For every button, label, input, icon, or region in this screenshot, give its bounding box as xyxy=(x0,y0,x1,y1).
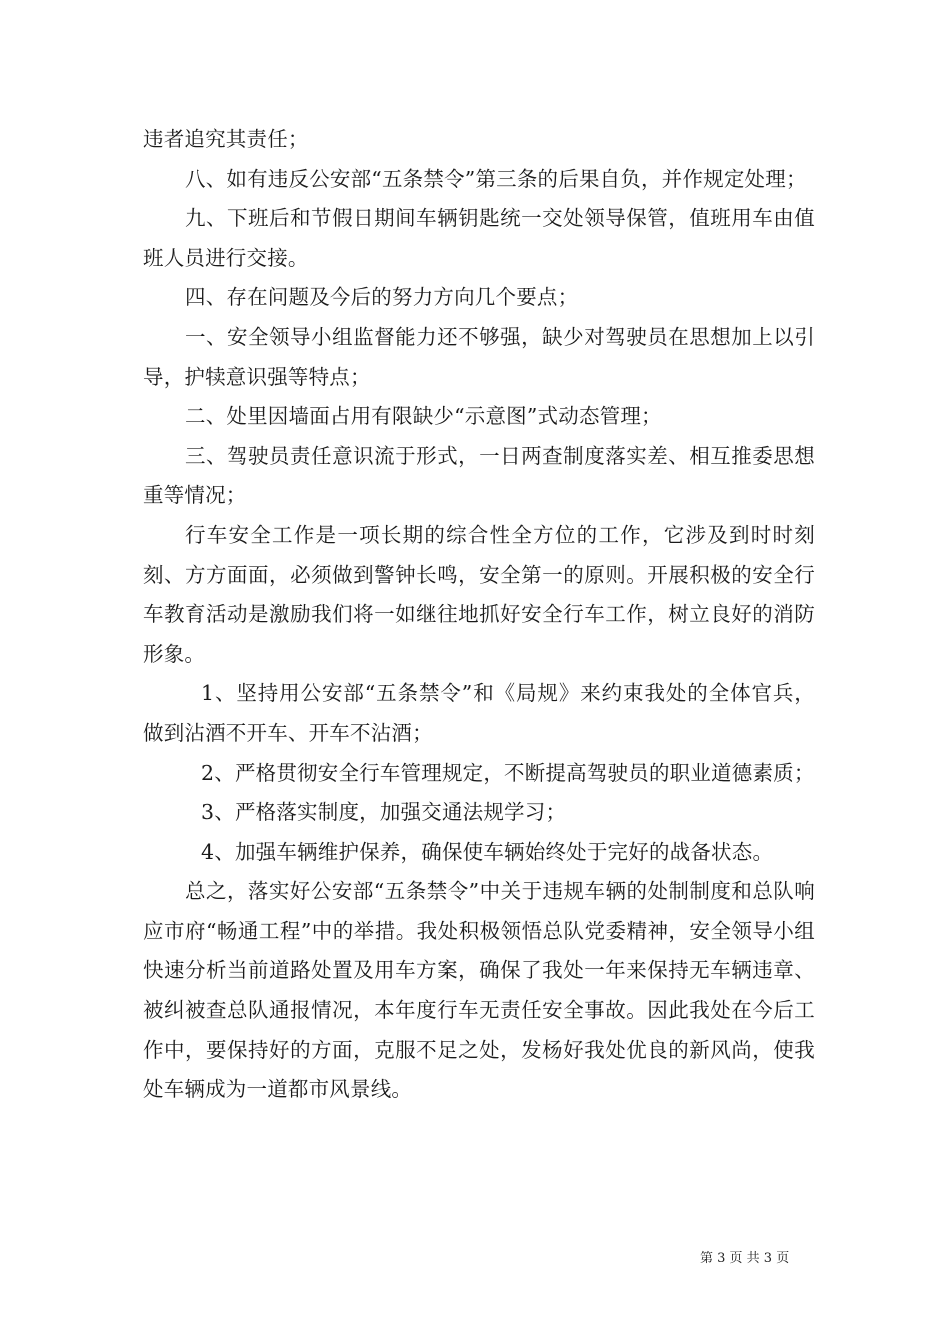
section-heading-four: 四、存在问题及今后的努力方向几个要点； xyxy=(185,285,579,310)
paragraph-conclusion: 总之，落实好公安部“五条禁令”中关于违规车辆的处制制度和总队响应市府“畅通工程”中的举措。我处积极领悟总队党委精神，安全领导小组快速分析当前道路处置及用车方案，确保了我处一年来保持无车辆违章、被纠被查总队通报情况，本年度行车无责任安全事故。因此我处在今后工作中，要保持好的方面，克服不足之处，发杨好我处优良的新风尚，使我处车辆成为一道都市风景线。 xyxy=(143,879,815,1102)
paragraph-problem-one: 一、安全领导小组监督能力还不够强，缺少对驾驶员在思想加上以引导，护犊意识强等特点； xyxy=(143,324,815,389)
paragraph-safety-summary: 行车安全工作是一项长期的综合性全方位的工作，它涉及到时时刻刻、方方面面，必须做到警钟长鸣，安全第一的原则。开展积极的安全行车教育活动是激励我们将一如继往地抓好安全行车工作，树立良好的消防形象。 xyxy=(143,522,815,666)
page-number-footer: 第 3 页 共 3 页 xyxy=(700,1251,790,1266)
paragraph-measure-4: 4、加强车辆维护保养，确保使车辆始终处于完好的战备状态。 xyxy=(201,839,774,864)
paragraph-continuation: 违者追究其责任； xyxy=(143,127,309,151)
paragraph-measure-2: 2、严格贯彻安全行车管理规定，不断提高驾驶员的职业道德素质； xyxy=(201,760,815,785)
paragraph-item-nine: 九、下班后和节假日期间车辆钥匙统一交处领导保管，值班用车由值班人员进行交接。 xyxy=(143,206,815,270)
paragraph-problem-two: 二、处里因墙面占用有限缺少“示意图”式动态管理； xyxy=(185,404,662,429)
paragraph-measure-1: 1、坚持用公安部“五条禁令”和《局规》来约束我处的全体官兵，做到沾酒不开车、开车不沾酒； xyxy=(143,681,815,745)
paragraph-measure-3: 3、严格落实制度，加强交通法规学习； xyxy=(201,800,567,825)
paragraph-item-eight: 八、如有违反公安部“五条禁令”第三条的后果自负，并作规定处理； xyxy=(185,166,807,191)
document-body xyxy=(143,120,815,1110)
paragraph-problem-three: 三、驾驶员责任意识流于形式，一日两查制度落实差、相互推委思想重等情况； xyxy=(143,443,815,508)
